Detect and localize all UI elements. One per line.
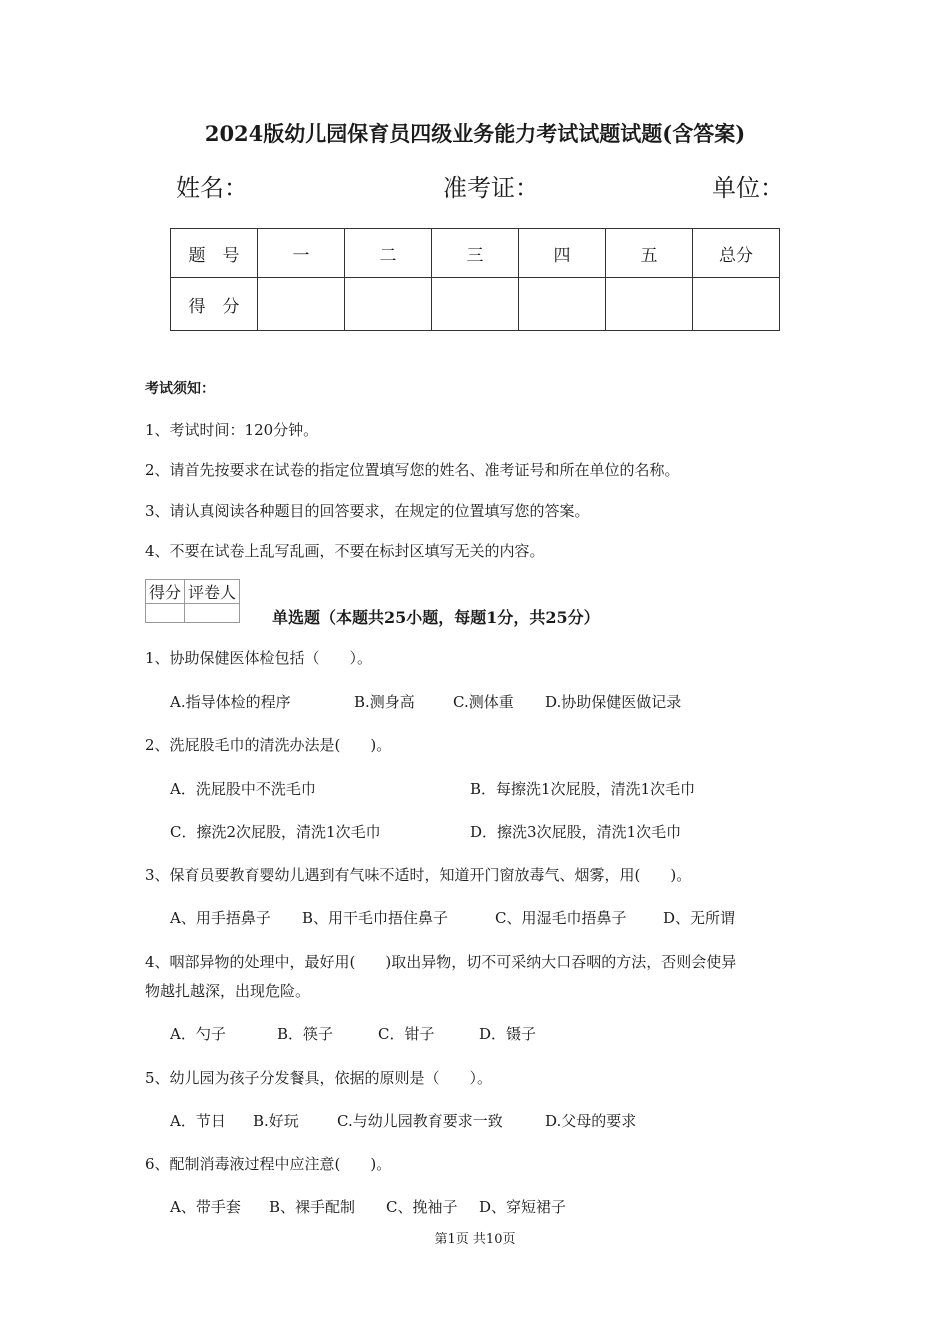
score-input-cell[interactable]: [606, 278, 693, 331]
answer-option[interactable]: D．镊子: [479, 1025, 537, 1043]
question-text-continued: 物越扎越深，出现危险。: [145, 982, 311, 1000]
answer-option[interactable]: B.好玩: [253, 1112, 299, 1130]
score-table-header-row: [171, 229, 780, 278]
score-header-cell: 一: [258, 229, 345, 278]
notice-item: 1、考试时间：120分钟。: [145, 421, 319, 439]
answer-option[interactable]: C．钳子: [378, 1025, 435, 1043]
grader-name-label: 评卷人: [185, 580, 240, 604]
score-table-score-row: [171, 278, 780, 331]
score-input-cell[interactable]: [519, 278, 606, 331]
section-title: 单选题（本题共25小题，每题1分，共25分）: [272, 608, 600, 627]
name-field-label: 姓名：: [176, 174, 248, 202]
score-input-cell[interactable]: [693, 278, 780, 331]
question-text: 6、配制消毒液过程中应注意( )。: [145, 1155, 392, 1173]
question-text: 4、咽部异物的处理中，最好用( )取出异物，切不可采纳大口吞咽的方法，否则会使异: [145, 953, 737, 971]
grader-score-cell[interactable]: [146, 604, 185, 623]
answer-option[interactable]: D．擦洗3次屁股，清洗1次毛巾: [470, 823, 682, 841]
score-table: [170, 228, 780, 331]
answer-option[interactable]: B、用干毛巾捂住鼻子: [302, 909, 449, 927]
score-header-cell: 题 号: [171, 229, 258, 278]
document-title: 2024版幼儿园保育员四级业务能力考试试题试题(含答案): [204, 121, 746, 146]
answer-option[interactable]: D、穿短裙子: [479, 1198, 567, 1216]
answer-option[interactable]: C.测体重: [453, 693, 514, 711]
answer-option[interactable]: B．每擦洗1次屁股，清洗1次毛巾: [470, 780, 696, 798]
answer-option[interactable]: C、用湿毛巾捂鼻子: [495, 909, 627, 927]
answer-option[interactable]: A．勺子: [170, 1025, 226, 1043]
question-text: 1、协助保健医体检包括（ ）。: [145, 649, 373, 667]
score-header-cell: 三: [432, 229, 519, 278]
answer-option[interactable]: C.与幼儿园教育要求一致: [337, 1112, 503, 1130]
answer-option[interactable]: D.协助保健医做记录: [545, 693, 682, 711]
exam-id-field-label: 准考证：: [443, 174, 539, 202]
score-header-cell: 四: [519, 229, 606, 278]
question-text: 5、幼儿园为孩子分发餐具，依据的原则是（ ）。: [145, 1069, 493, 1087]
unit-field-label: 单位：: [712, 174, 784, 202]
answer-option[interactable]: B.测身高: [354, 693, 415, 711]
answer-option[interactable]: C．擦洗2次屁股，清洗1次毛巾: [170, 823, 381, 841]
answer-option[interactable]: D、无所谓: [663, 909, 736, 927]
answer-option[interactable]: A．节日: [170, 1112, 226, 1130]
grader-table: [145, 579, 240, 623]
grader-score-label: 得分: [146, 580, 185, 604]
score-header-cell: 总分: [693, 229, 780, 278]
answer-option[interactable]: B．筷子: [277, 1025, 334, 1043]
answer-option[interactable]: A.指导体检的程序: [170, 693, 291, 711]
page-number-footer: 第1页 共10页: [434, 1232, 516, 1247]
answer-option[interactable]: B、裸手配制: [269, 1198, 356, 1216]
score-header-cell: 五: [606, 229, 693, 278]
score-input-cell[interactable]: [432, 278, 519, 331]
notice-title: 考试须知：: [145, 381, 215, 397]
score-header-cell: 二: [345, 229, 432, 278]
score-input-cell[interactable]: [345, 278, 432, 331]
grader-name-cell[interactable]: [185, 604, 240, 623]
question-text: 3、保育员要教育婴幼儿遇到有气味不适时，知道开门窗放毒气、烟雾，用( )。: [145, 866, 692, 884]
notice-item: 3、请认真阅读各种题目的回答要求，在规定的位置填写您的答案。: [145, 502, 590, 520]
score-input-cell[interactable]: [258, 278, 345, 331]
answer-option[interactable]: A．洗屁股中不洗毛巾: [170, 780, 316, 798]
notice-item: 4、不要在试卷上乱写乱画，不要在标封区填写无关的内容。: [145, 542, 545, 560]
question-text: 2、洗屁股毛巾的清洗办法是( )。: [145, 736, 392, 754]
answer-option[interactable]: A、用手捂鼻子: [170, 909, 271, 927]
answer-option[interactable]: D.父母的要求: [545, 1112, 637, 1130]
notice-item: 2、请首先按要求在试卷的指定位置填写您的姓名、准考证号和所在单位的名称。: [145, 461, 680, 479]
score-row-label: 得 分: [171, 278, 258, 331]
answer-option[interactable]: A、带手套: [170, 1198, 241, 1216]
answer-option[interactable]: C、挽袖子: [386, 1198, 458, 1216]
